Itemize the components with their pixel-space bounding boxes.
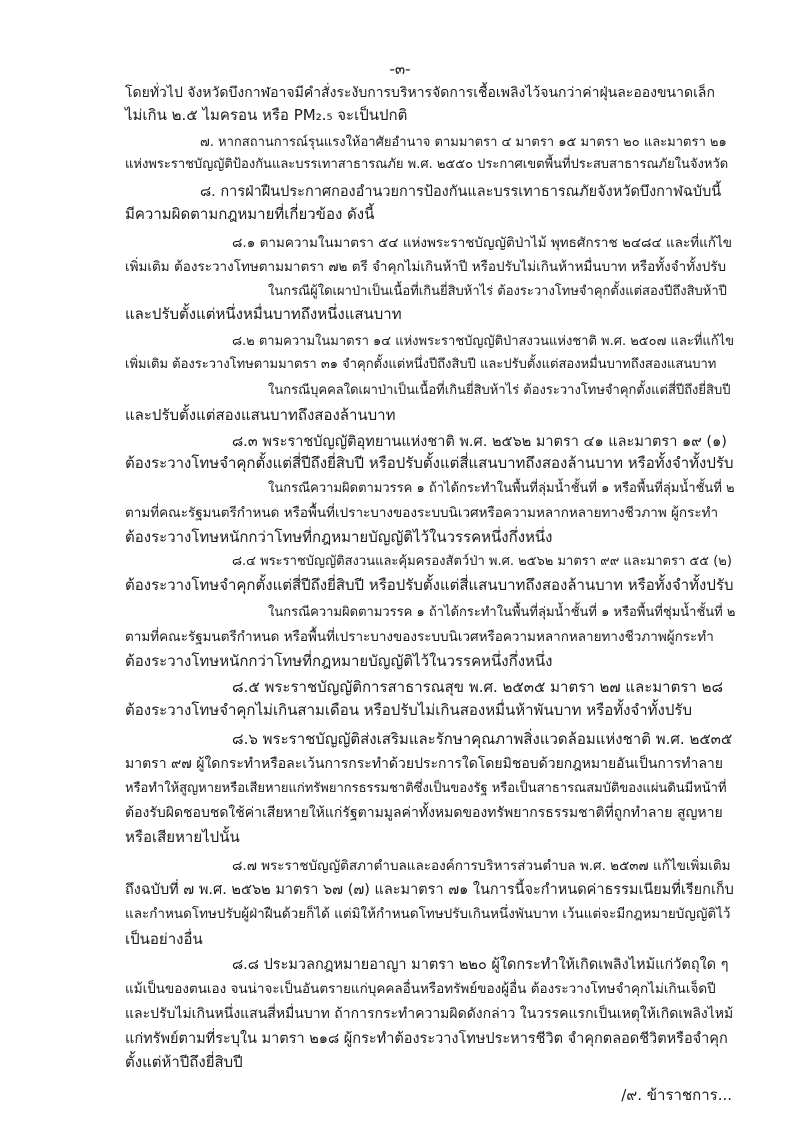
body-line: ในกรณีผู้ใดเผาป่าเป็นเนื้อที่เกินยี่สิบห้าไร่ ต้องระวางโทษจำคุกตั้งแต่สองปีถึงสิบห้าปี	[268, 284, 727, 299]
body-line: ต้องระวางโทษหนักกว่าโทษที่กฎหมายบัญญัติไว้ในวรรคหนึ่งกึ่งหนึ่ง	[125, 652, 553, 670]
body-line: ตั้งแต่ห้าปีถึงยี่สิบปี	[125, 1053, 243, 1071]
body-line: ในกรณีบุคคลใดเผาป่าเป็นเนื้อที่เกินยี่สิบห้าไร่ ต้องระวางโทษจำคุกตั้งแต่สี่ปีถึงยี่สิบปี	[268, 383, 731, 398]
body-line: ในกรณีความผิดตามวรรค ๑ ถ้าได้กระทำในพื้นที่ลุ่มน้ำชั้นที่ ๑ หรือพื้นที่ชุ่มน้ำชั้นที่ ๒	[268, 605, 736, 620]
body-line: และปรับตั้งแต่สองแสนบาทถึงสองล้านบาท	[125, 406, 396, 424]
body-line: ๘.๗ พระราชบัญญัติสภาตำบลและองค์การบริหารส่วนตำบล พ.ศ. ๒๕๓๗ แก้ไขเพิ่มเติม	[232, 858, 731, 874]
body-line: มาตรา ๙๗ ผู้ใดกระทำหรือละเว้นการกระทำด้วยประการใดโดยมิชอบด้วยกฎหมายอันเป็นการทำลาย	[125, 756, 723, 772]
body-line: ต้องรับผิดชอบชดใช้ค่าเสียหายให้แก่รัฐตามมูลค่าทั้งหมดของทรัพยากรธรรมชาติที่ถูกทำลาย สูญหาย	[125, 805, 723, 821]
body-line: หรือทำให้สูญหายหรือเสียหายแก่ทรัพยากรธรรมชาติซึ่งเป็นของรัฐ หรือเป็นสาธารณสมบัติของแผ่นดินมีหน้าที่	[125, 781, 727, 796]
body-line: เพิ่มเติม ต้องระวางโทษตามมาตรา ๗๒ ตรี จำคุกไม่เกินห้าปี หรือปรับไม่เกินห้าหมื่นบาท หรือทั้งจำทั้งปรับ	[125, 259, 727, 275]
body-line: ๗. หากสถานการณ์รุนแรงให้อาศัยอำนาจ ตามมาตรา ๔ มาตรา ๑๕ มาตรา ๒๐ และมาตรา ๒๑	[200, 135, 727, 150]
body-line: ต้องระวางโทษจำคุกไม่เกินสามเดือน หรือปรับไม่เกินสองหมื่นห้าพันบาท หรือทั้งจำทั้งปรับ	[125, 701, 692, 719]
body-line: และปรับไม่เกินหนึ่งแสนสี่หมื่นบาท ถ้าการกระทำความผิดดังกล่าว ในวรรคแรกเป็นเหตุให้เกิดเพลิงไหม้	[125, 1006, 734, 1022]
body-line: ๘.๓ พระราชบัญญัติอุทยานแห่งชาติ พ.ศ. ๒๕๖๒ มาตรา ๔๑ และมาตรา ๑๙ (๑)	[232, 434, 727, 450]
body-line: ๘.๑ ตามความในมาตรา ๕๔ แห่งพระราชบัญญัติป่าไม้ พุทธศักราช ๒๔๘๔ และที่แก้ไข	[232, 235, 733, 251]
body-line: ๘.๖ พระราชบัญญัติส่งเสริมและรักษาคุณภาพสิ่งแวดล้อมแห่งชาติ พ.ศ. ๒๕๓๕	[232, 730, 733, 748]
continuation-reference: /๙. ข้าราชการ...	[621, 1086, 732, 1104]
body-line: และปรับตั้งแต่หนึ่งหมื่นบาทถึงหนึ่งแสนบาท	[125, 305, 402, 323]
body-line: โดยทั่วไป จังหวัดบึงกาฬอาจมีคำสั่งระงับการบริหารจัดการเชื้อเพลิงไว้จนกว่าค่าฝุ่นละอองขนาดเล็ก	[125, 85, 715, 101]
body-line: แม้เป็นของตนเอง จนน่าจะเป็นอันตรายแก่บุคคลอื่นหรือทรัพย์ของผู้อื่น ต้องระวางโทษจำคุกไม่เกินเจ็ดปี	[125, 981, 716, 997]
body-line: ถึงฉบับที่ ๗ พ.ศ. ๒๕๖๒ มาตรา ๖๗ (๗) และมาตรา ๗๑ ในการนี้จะกำหนดค่าธรรมเนียมที่เรียกเก็บ	[125, 882, 734, 898]
page-number: -๓-	[389, 60, 411, 78]
body-line: แก่ทรัพย์ตามที่ระบุใน มาตรา ๒๑๘ ผู้กระทำต้องระวางโทษประหารชีวิต จำคุกตลอดชีวิตหรือจำคุก	[125, 1031, 728, 1047]
body-line: เป็นอย่างอื่น	[125, 930, 203, 948]
body-line: ๘.๕ พระราชบัญญัติการสาธารณสุข พ.ศ. ๒๕๓๕ มาตรา ๒๗ และมาตรา ๒๘	[232, 678, 724, 696]
body-line: และกำหนดโทษปรับผู้ฝ่าฝืนด้วยก็ได้ แต่มิให้กำหนดโทษปรับเกินหนึ่งพันบาท เว้นแต่จะมีกฎหมายบัญญัติไว้	[125, 906, 731, 922]
body-line: ในกรณีความผิดตามวรรค ๑ ถ้าได้กระทำในพื้นที่ลุ่มน้ำชั้นที่ ๑ หรือพื้นที่ลุ่มน้ำชั้นที่ ๒	[268, 481, 735, 496]
body-line: ไม่เกิน ๒.๕ ไมครอน หรือ PM₂.₅ จะเป็นปกติ	[125, 106, 408, 124]
body-line: หรือเสียหายไปนั้น	[125, 828, 240, 846]
body-line: มีความผิดตามกฎหมายที่เกี่ยวข้อง ดังนี้	[125, 205, 375, 223]
body-line: ต้องระวางโทษหนักกว่าโทษที่กฎหมายบัญญัติไว้ในวรรคหนึ่งกึ่งหนึ่ง	[125, 528, 553, 546]
body-line: เพิ่มเติม ต้องระวางโทษตามมาตรา ๓๑ จำคุกตั้งแต่หนึ่งปีถึงสิบปี และปรับตั้งแต่สองหมื่นบาทถึงสองแสนบาท	[125, 357, 717, 372]
body-line: ตามที่คณะรัฐมนตรีกำหนด หรือพื้นที่เปราะบางของระบบนิเวศหรือความหลากหลายทางชีวภาพ ผู้กระทำ	[125, 505, 719, 521]
body-line: ต้องระวางโทษจำคุกตั้งแต่สี่ปีถึงยี่สิบปี หรือปรับตั้งแต่สี่แสนบาทถึงสองล้านบาท หรือทั้งจำทั้งปรับ	[125, 576, 734, 594]
body-line: แห่งพระราชบัญญัติป้องกันและบรรเทาสาธารณภัย พ.ศ. ๒๕๕๐ ประกาศเขตพื้นที่ประสบสาธารณภัยในจังหวัด	[125, 157, 729, 172]
body-line: ๘.๒ ตามความในมาตรา ๑๔ แห่งพระราชบัญญัติป่าสงวนแห่งชาติ พ.ศ. ๒๕๐๗ และที่แก้ไข	[232, 334, 735, 349]
body-line: ๘.๔ พระราชบัญญัติสงวนและคุ้มครองสัตว์ป่า พ.ศ. ๒๕๖๒ มาตรา ๙๙ และมาตรา ๕๕ (๒)	[232, 554, 732, 569]
body-line: ต้องระวางโทษจำคุกตั้งแต่สี่ปีถึงยี่สิบปี หรือปรับตั้งแต่สี่แสนบาทถึงสองล้านบาท หรือทั้งจำทั้งปรับ	[125, 454, 734, 472]
body-line: ๘.๘ ประมวลกฎหมายอาญา มาตรา ๒๒๐ ผู้ใดกระทำให้เกิดเพลิงไหม้แก่วัตถุใด ๆ	[232, 957, 729, 973]
body-line: ตามที่คณะรัฐมนตรีกำหนด หรือพื้นที่เปราะบางของระบบนิเวศหรือความหลากหลายทางชีวภาพผู้กระทำ	[125, 629, 714, 645]
body-line: ๘. การฝ่าฝืนประกาศกองอำนวยการป้องกันและบรรเทาธารณภัยจังหวัดบึงกาฬฉบับนี้	[200, 184, 722, 200]
